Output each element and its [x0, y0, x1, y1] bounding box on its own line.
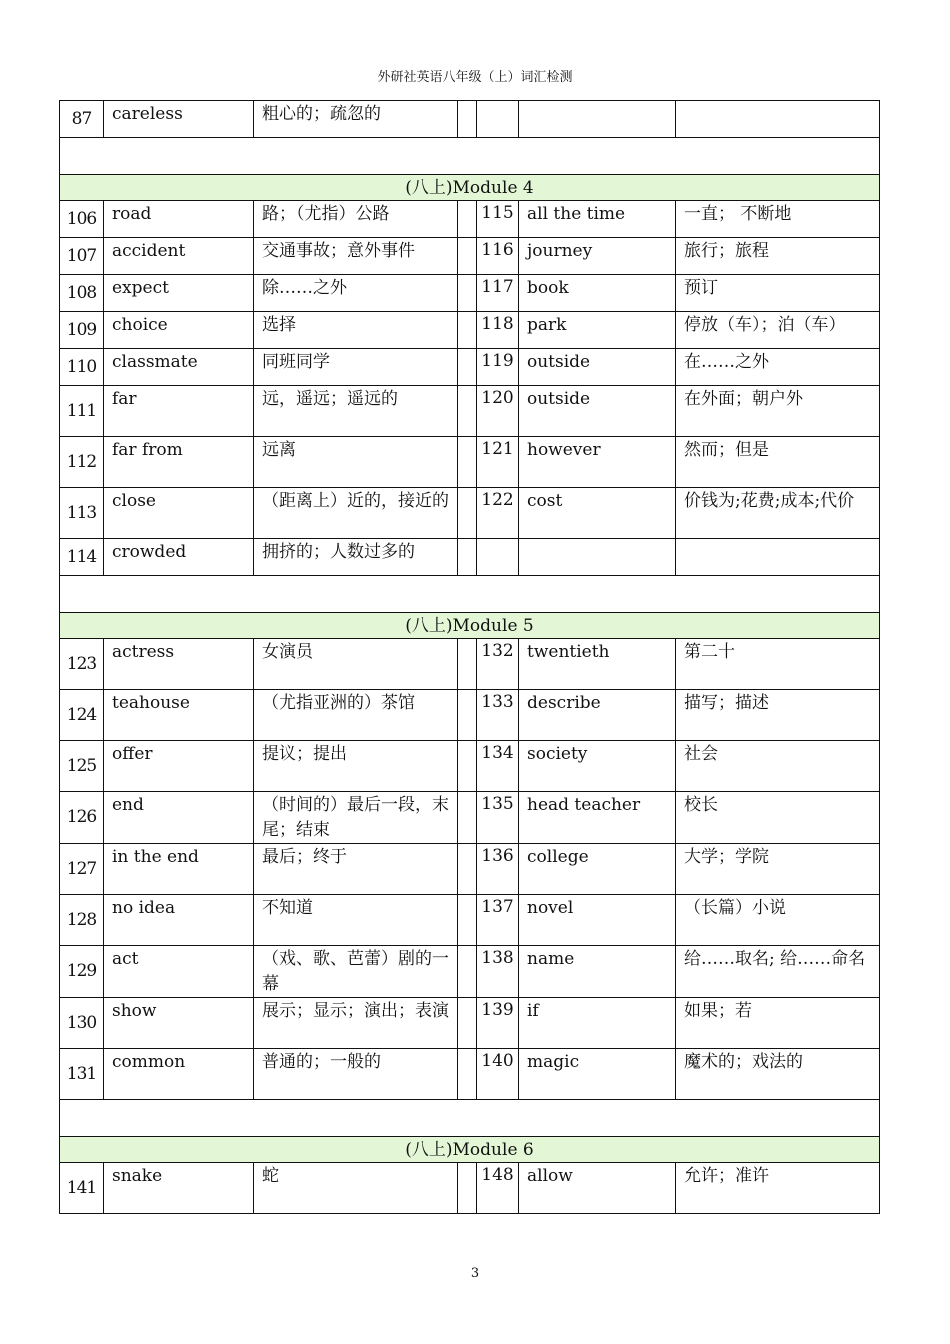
gap-cell — [458, 201, 477, 238]
entry-meaning: 校长 — [676, 792, 880, 844]
gap-cell — [458, 488, 477, 539]
entry-meaning — [676, 539, 880, 576]
gap-cell — [458, 101, 477, 138]
entry-meaning: 粗心的；疏忽的 — [254, 101, 458, 138]
entry-number: 124 — [60, 690, 104, 741]
entry-meaning: 远，遥远；遥远的 — [254, 386, 458, 437]
entry-word: society — [519, 741, 676, 792]
gap-cell — [458, 386, 477, 437]
entry-meaning: 在……之外 — [676, 349, 880, 386]
entry-word: no idea — [104, 895, 254, 946]
table-row — [60, 238, 880, 275]
table-row — [60, 690, 880, 741]
entry-word: far from — [104, 437, 254, 488]
entry-word: end — [104, 792, 254, 844]
module-heading-row — [60, 175, 880, 201]
table-row — [60, 386, 880, 437]
module-heading-row — [60, 613, 880, 639]
entry-number: 141 — [60, 1163, 104, 1214]
entry-meaning: 同班同学 — [254, 349, 458, 386]
entry-number: 115 — [477, 201, 519, 238]
spacer-row — [60, 576, 880, 613]
table-row — [60, 275, 880, 312]
entry-number: 122 — [477, 488, 519, 539]
entry-number: 114 — [60, 539, 104, 576]
entry-number: 125 — [60, 741, 104, 792]
entry-word: far — [104, 386, 254, 437]
page-header: 外研社英语八年级（上）词汇检测 — [377, 70, 573, 85]
entry-number: 148 — [477, 1163, 519, 1214]
entry-word: however — [519, 437, 676, 488]
entry-meaning: 在外面；朝户外 — [676, 386, 880, 437]
entry-meaning: 普通的；一般的 — [254, 1049, 458, 1100]
entry-word: outside — [519, 349, 676, 386]
entry-number: 123 — [60, 639, 104, 690]
entry-number: 133 — [477, 690, 519, 741]
entry-word: show — [104, 998, 254, 1049]
entry-meaning: 魔术的；戏法的 — [676, 1049, 880, 1100]
entry-number: 137 — [477, 895, 519, 946]
entry-meaning: （距离上）近的，接近的 — [254, 488, 458, 539]
entry-word: accident — [104, 238, 254, 275]
entry-number: 127 — [60, 844, 104, 895]
module-heading: (八上)Module 5 — [60, 613, 880, 639]
entry-word: in the end — [104, 844, 254, 895]
entry-word: act — [104, 946, 254, 998]
entry-number: 140 — [477, 1049, 519, 1100]
table-row — [60, 792, 880, 844]
entry-meaning: 路；（尤指）公路 — [254, 201, 458, 238]
entry-meaning: 选择 — [254, 312, 458, 349]
gap-cell — [458, 844, 477, 895]
gap-cell — [458, 895, 477, 946]
page-number: 3 — [470, 1266, 480, 1281]
entry-number: 135 — [477, 792, 519, 844]
entry-meaning: 如果；若 — [676, 998, 880, 1049]
gap-cell — [458, 312, 477, 349]
gap-cell — [458, 792, 477, 844]
entry-number: 109 — [60, 312, 104, 349]
entry-word: head teacher — [519, 792, 676, 844]
table-row — [60, 312, 880, 349]
gap-cell — [458, 741, 477, 792]
table-row — [60, 349, 880, 386]
gap-cell — [458, 998, 477, 1049]
entry-meaning: 一直； 不断地 — [676, 201, 880, 238]
vocabulary-table — [59, 100, 880, 1214]
spacer-cell — [60, 576, 880, 613]
entry-number: 112 — [60, 437, 104, 488]
entry-number: 110 — [60, 349, 104, 386]
gap-cell — [458, 1163, 477, 1214]
entry-meaning: 拥挤的；人数过多的 — [254, 539, 458, 576]
entry-word: allow — [519, 1163, 676, 1214]
entry-meaning: 停放（车）；泊（车） — [676, 312, 880, 349]
entry-word: classmate — [104, 349, 254, 386]
entry-word: close — [104, 488, 254, 539]
gap-cell — [458, 539, 477, 576]
entry-meaning: 然而；但是 — [676, 437, 880, 488]
entry-number: 132 — [477, 639, 519, 690]
table-row — [60, 1163, 880, 1214]
module-heading-row — [60, 1137, 880, 1163]
table-row — [60, 639, 880, 690]
entry-number: 117 — [477, 275, 519, 312]
entry-number: 121 — [477, 437, 519, 488]
entry-number: 130 — [60, 998, 104, 1049]
table-row — [60, 1049, 880, 1100]
entry-number: 134 — [477, 741, 519, 792]
entry-number: 136 — [477, 844, 519, 895]
entry-word: name — [519, 946, 676, 998]
gap-cell — [458, 238, 477, 275]
entry-number: 87 — [60, 101, 104, 138]
entry-word: journey — [519, 238, 676, 275]
table-row — [60, 437, 880, 488]
entry-word: magic — [519, 1049, 676, 1100]
entry-number: 120 — [477, 386, 519, 437]
table-row — [60, 201, 880, 238]
spacer-cell — [60, 1100, 880, 1137]
table-row — [60, 844, 880, 895]
entry-meaning: 大学；学院 — [676, 844, 880, 895]
entry-word: snake — [104, 1163, 254, 1214]
entry-number: 119 — [477, 349, 519, 386]
entry-word: crowded — [104, 539, 254, 576]
entry-word: offer — [104, 741, 254, 792]
entry-meaning — [676, 101, 880, 138]
entry-word: if — [519, 998, 676, 1049]
table-row — [60, 101, 880, 138]
gap-cell — [458, 639, 477, 690]
entry-number: 111 — [60, 386, 104, 437]
entry-meaning: 社会 — [676, 741, 880, 792]
entry-meaning: 不知道 — [254, 895, 458, 946]
entry-word: teahouse — [104, 690, 254, 741]
entry-word: expect — [104, 275, 254, 312]
entry-word: choice — [104, 312, 254, 349]
spacer-row — [60, 1100, 880, 1137]
entry-word: actress — [104, 639, 254, 690]
entry-word: novel — [519, 895, 676, 946]
entry-meaning: 描写；描述 — [676, 690, 880, 741]
entry-number: 113 — [60, 488, 104, 539]
entry-word: twentieth — [519, 639, 676, 690]
entry-meaning: 展示；显示；演出；表演 — [254, 998, 458, 1049]
entry-meaning: 给……取名; 给……命名 — [676, 946, 880, 998]
table-row — [60, 895, 880, 946]
entry-number — [477, 539, 519, 576]
entry-number: 126 — [60, 792, 104, 844]
entry-meaning: 远离 — [254, 437, 458, 488]
entry-word — [519, 539, 676, 576]
entry-word: college — [519, 844, 676, 895]
entry-meaning: 女演员 — [254, 639, 458, 690]
entry-meaning: 除……之外 — [254, 275, 458, 312]
gap-cell — [458, 275, 477, 312]
entry-number: 106 — [60, 201, 104, 238]
table-row — [60, 998, 880, 1049]
entry-number: 108 — [60, 275, 104, 312]
entry-meaning: （戏、歌、芭蕾）剧的一幕 — [254, 946, 458, 998]
table-row — [60, 946, 880, 998]
entry-meaning: 旅行；旅程 — [676, 238, 880, 275]
entry-meaning: （尤指亚洲的）茶馆 — [254, 690, 458, 741]
entry-number: 107 — [60, 238, 104, 275]
entry-number: 128 — [60, 895, 104, 946]
spacer-cell — [60, 138, 880, 175]
entry-word: all the time — [519, 201, 676, 238]
gap-cell — [458, 1049, 477, 1100]
entry-number: 131 — [60, 1049, 104, 1100]
entry-word: park — [519, 312, 676, 349]
gap-cell — [458, 437, 477, 488]
entry-number: 118 — [477, 312, 519, 349]
entry-number: 139 — [477, 998, 519, 1049]
table-row — [60, 488, 880, 539]
entry-word: outside — [519, 386, 676, 437]
gap-cell — [458, 690, 477, 741]
entry-meaning: 最后；终于 — [254, 844, 458, 895]
entry-meaning: （时间的）最后一段，末尾；结束 — [254, 792, 458, 844]
entry-word: common — [104, 1049, 254, 1100]
entry-word — [519, 101, 676, 138]
entry-word: careless — [104, 101, 254, 138]
entry-meaning: 第二十 — [676, 639, 880, 690]
entry-word: road — [104, 201, 254, 238]
gap-cell — [458, 946, 477, 998]
entry-word: describe — [519, 690, 676, 741]
entry-number: 129 — [60, 946, 104, 998]
module-heading: (八上)Module 6 — [60, 1137, 880, 1163]
entry-meaning: 交通事故；意外事件 — [254, 238, 458, 275]
gap-cell — [458, 349, 477, 386]
spacer-row — [60, 138, 880, 175]
entry-meaning: 价钱为;花费;成本;代价 — [676, 488, 880, 539]
entry-meaning: 蛇 — [254, 1163, 458, 1214]
entry-meaning: （长篇）小说 — [676, 895, 880, 946]
entry-number: 116 — [477, 238, 519, 275]
entry-word: cost — [519, 488, 676, 539]
entry-meaning: 预订 — [676, 275, 880, 312]
entry-number: 138 — [477, 946, 519, 998]
entry-number — [477, 101, 519, 138]
table-row — [60, 741, 880, 792]
table-row — [60, 539, 880, 576]
entry-meaning: 提议；提出 — [254, 741, 458, 792]
entry-word: book — [519, 275, 676, 312]
module-heading: (八上)Module 4 — [60, 175, 880, 201]
entry-meaning: 允许；准许 — [676, 1163, 880, 1214]
